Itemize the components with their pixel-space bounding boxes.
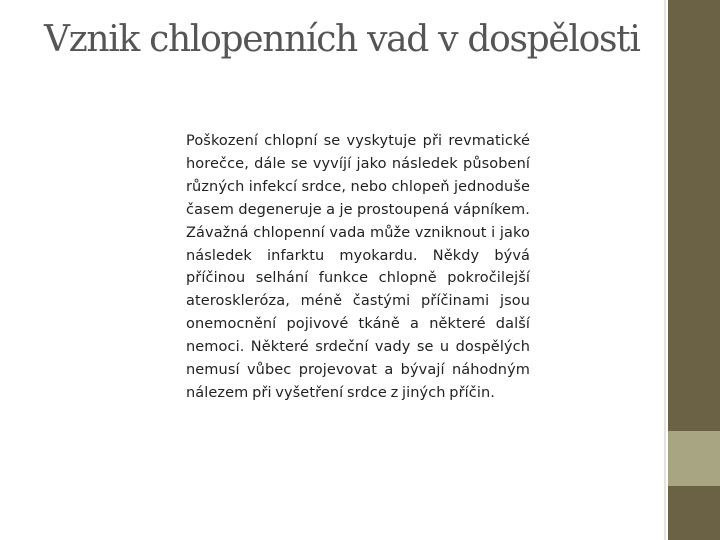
slide-body-text: Poškození chlopní se vyskytuje při revmatické horečce, dále se vyvíjí jako následek působení různých infekcí srdce, nebo chlopeň jednoduše časem degeneruje a je prostoupená vápníkem. Závažná chlopenní vada může vzniknout i jako následek infarktu myokardu. Někdy bývá příčinou selhání funkce chlopně pokročilejší ateroskleróza, méně častými příčinami jsou onemocnění pojivové tkáně a některé další nemoci. Některé srdeční vady se u dospělých nemusí vůbec projevovat a bývají náhodným nálezem při vyšetření srdce z jiných příčin. xyxy=(186,133,530,401)
slide-title: Vznik chlopenních vad v dospělosti xyxy=(44,19,640,60)
sidebar-decoration-accent xyxy=(668,431,720,486)
slide-divider-line xyxy=(664,0,666,540)
sidebar-decoration-bottom xyxy=(668,486,720,540)
sidebar-decoration-top xyxy=(668,0,720,431)
